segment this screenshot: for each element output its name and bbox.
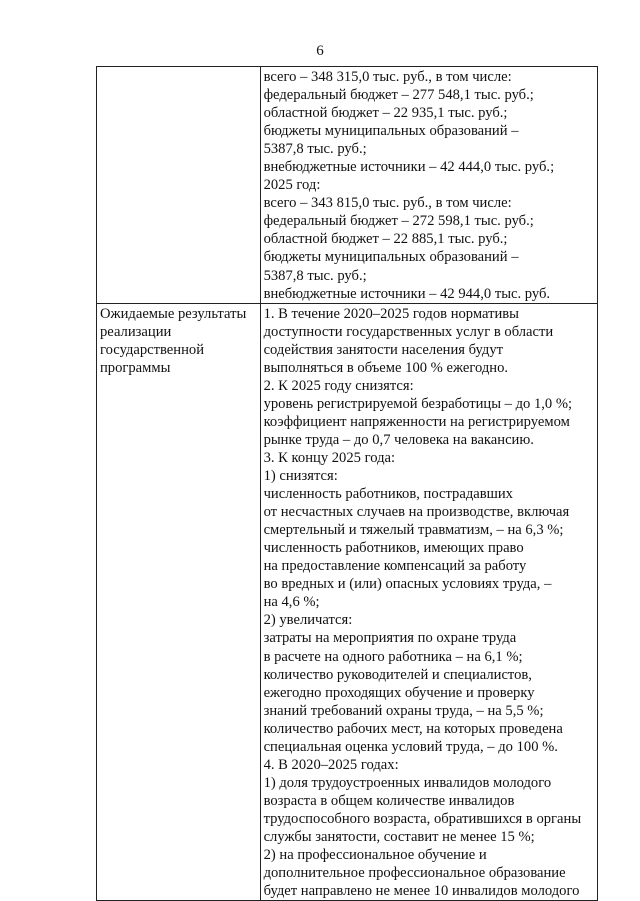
result-line: доступности государственных услуг в области <box>263 323 554 340</box>
result-line: 2. К 2025 году снизятся: <box>263 377 414 394</box>
result-line: коэффициент напряженности на регистрируемом <box>263 413 570 430</box>
result-line: 1) снизятся: <box>263 468 338 485</box>
program-passport-table <box>96 66 598 901</box>
row-label-line: Ожидаемые результаты <box>100 305 247 322</box>
result-line: 4. В 2020–2025 годах: <box>263 756 399 773</box>
result-line: 1) доля трудоустроенных инвалидов молодого <box>263 774 552 791</box>
result-line: ежегодно проходящих обучение и проверку <box>263 684 535 701</box>
page-number: 6 <box>316 43 324 59</box>
row-label-line: реализации <box>100 323 172 340</box>
funding-row <box>97 67 598 304</box>
funding-line: 2025 год: <box>263 177 321 194</box>
result-line: трудоспособного возраста, обратившихся в органы <box>263 810 582 827</box>
funding-line: областной бюджет – 22 935,1 тыс. руб.; <box>263 105 508 122</box>
result-line: во вредных и (или) опасных условиях труда, – <box>263 576 552 593</box>
result-line: 2) увеличатся: <box>263 612 353 629</box>
result-line: рынке труда – до 0,7 человека на вакансию. <box>263 431 534 448</box>
funding-line: 5387,8 тыс. руб.; <box>263 267 367 284</box>
result-line: смертельный и тяжелый травматизм, – на 6,3 %; <box>263 522 564 539</box>
result-line: знаний требований охраны труда, – на 5,5 %; <box>263 702 544 719</box>
result-line: службы занятости, составит не менее 15 %; <box>263 828 535 845</box>
result-line: в расчете на одного работника – на 6,1 %; <box>263 648 523 665</box>
result-line: возраста в общем количестве инвалидов <box>263 792 515 809</box>
result-line: на 4,6 %; <box>263 594 320 611</box>
row-label-line: программы <box>100 359 171 376</box>
result-line: выполняться в объеме 100 % ежегодно. <box>263 359 509 376</box>
result-line: численность работников, пострадавших <box>263 486 513 503</box>
funding-line: всего – 343 815,0 тыс. руб., в том числе: <box>263 195 512 212</box>
result-line: будет направлено не менее 10 инвалидов молодого <box>263 883 580 900</box>
result-line: специальная оценка условий труда, – до 100 %. <box>263 738 558 755</box>
result-line: 1. В течение 2020–2025 годов нормативы <box>263 305 519 322</box>
row-label-line: государственной <box>100 341 205 358</box>
result-line: численность работников, имеющих право <box>263 540 524 557</box>
funding-label-cell <box>97 67 261 304</box>
funding-line: федеральный бюджет – 277 548,1 тыс. руб.; <box>263 87 534 104</box>
funding-line: всего – 348 315,0 тыс. руб., в том числе: <box>263 69 512 85</box>
result-line: содействия занятости населения будут <box>263 341 503 358</box>
result-line: 2) на профессиональное обучение и <box>263 847 487 864</box>
funding-line: внебюджетные источники – 42 444,0 тыс. руб.; <box>263 159 555 176</box>
result-line: 3. К концу 2025 года: <box>263 449 396 466</box>
result-line: дополнительное профессиональное образование <box>263 865 566 882</box>
result-line: от несчастных случаев на производстве, включая <box>263 504 570 521</box>
funding-line: внебюджетные источники – 42 944,0 тыс. руб. <box>263 285 551 302</box>
funding-line: бюджеты муниципальных образований – <box>263 123 519 140</box>
funding-line: областной бюджет – 22 885,1 тыс. руб.; <box>263 231 508 248</box>
funding-values-cell <box>260 67 597 304</box>
result-line: количество рабочих мест, на которых проведена <box>263 720 563 737</box>
result-line: количество руководителей и специалистов, <box>263 666 532 683</box>
result-line: уровень регистрируемой безработицы – до 1,0 %; <box>263 395 573 412</box>
expected-results-row <box>97 303 598 901</box>
funding-line: 5387,8 тыс. руб.; <box>263 141 367 158</box>
expected-results-label-cell <box>97 303 261 901</box>
funding-line: бюджеты муниципальных образований – <box>263 249 519 266</box>
result-line: затраты на мероприятия по охране труда <box>263 630 517 647</box>
expected-results-text-cell <box>260 303 597 901</box>
funding-line: федеральный бюджет – 272 598,1 тыс. руб.; <box>263 213 534 230</box>
result-line: на предоставление компенсаций за работу <box>263 558 527 575</box>
